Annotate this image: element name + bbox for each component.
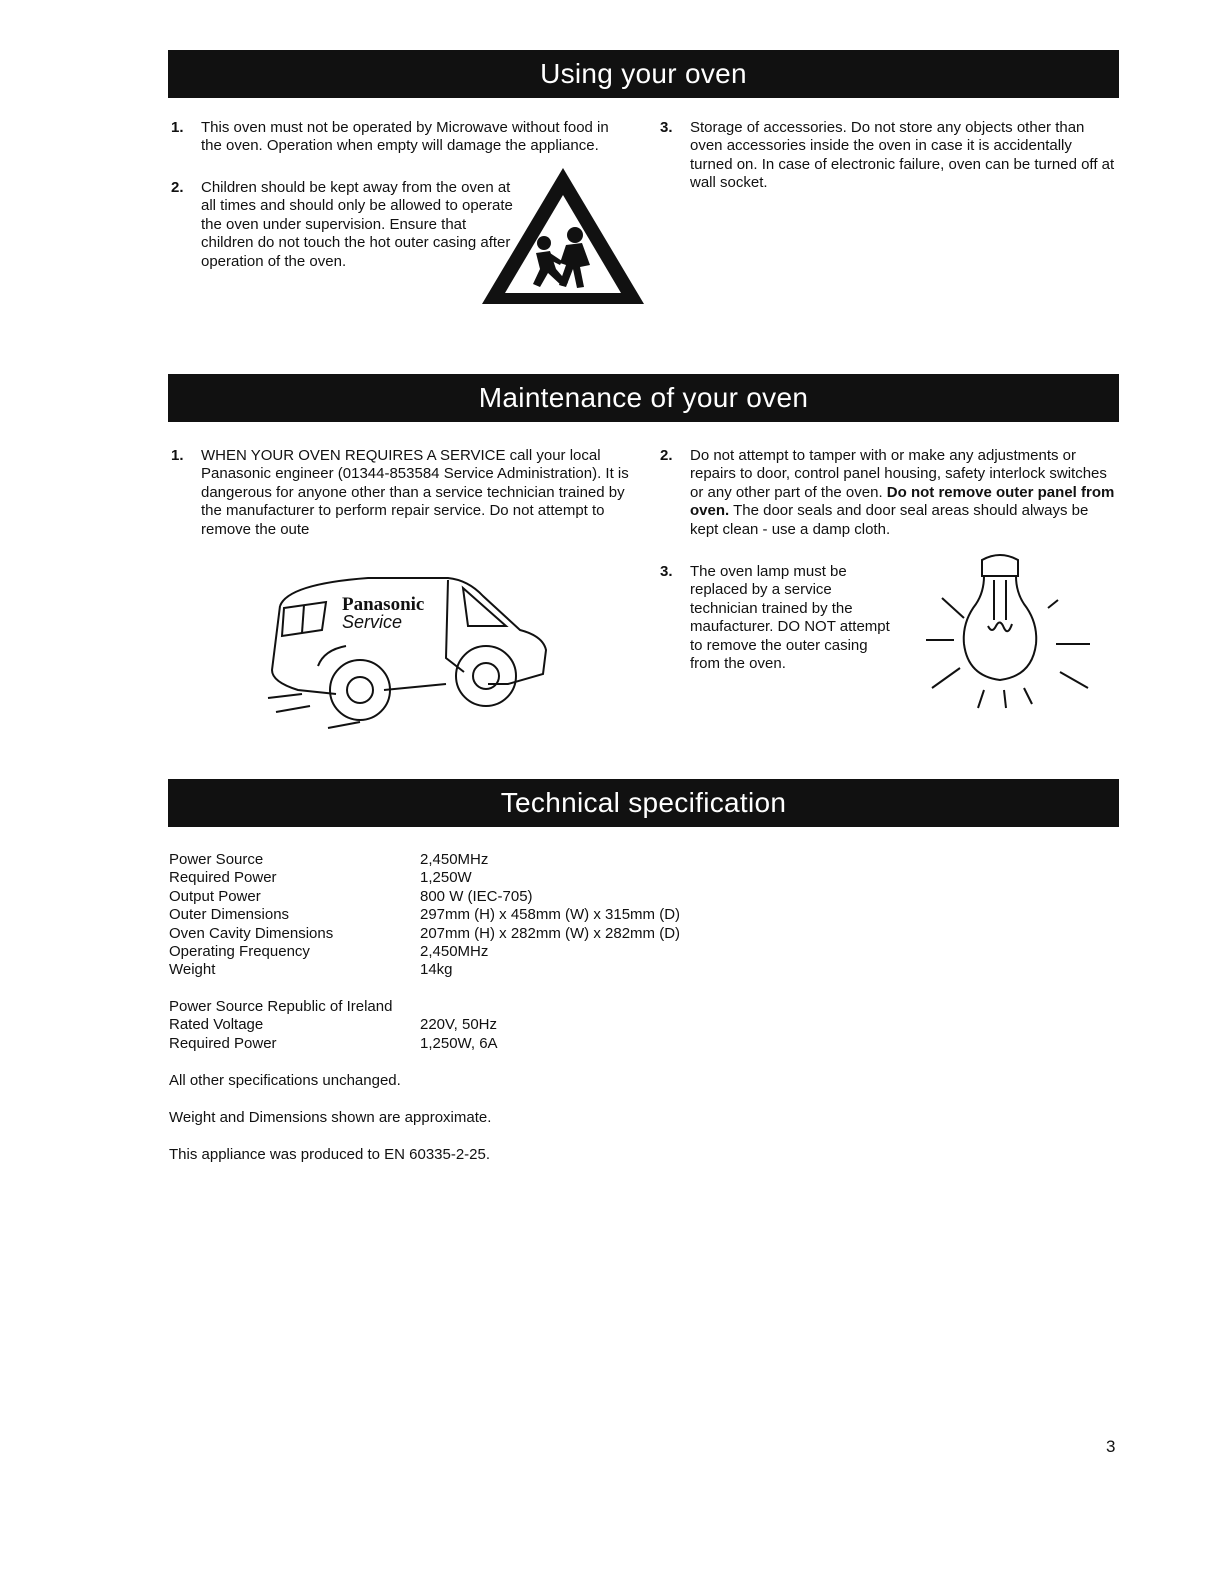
spec-row: Output Power 800 W (IEC-705) bbox=[169, 887, 533, 905]
spec-row: Required Power 1,250W, 6A bbox=[169, 1034, 498, 1052]
section-banner-using bbox=[168, 50, 1119, 98]
spec-table bbox=[169, 851, 680, 980]
section-title-using: Using your oven bbox=[540, 58, 747, 89]
spec-note: All other specifications unchanged. bbox=[169, 1072, 401, 1089]
van-service-text: Service bbox=[342, 612, 403, 632]
spec-row: Operating Frequency 2,450MHz bbox=[169, 943, 489, 961]
children-warning-sign-icon bbox=[478, 165, 648, 307]
maintenance-warning-bold: Do not remove outer panel from oven. bbox=[690, 483, 1115, 520]
spec-row: Weight 14kg bbox=[169, 961, 453, 979]
section-title-maintenance: Maintenance of your oven bbox=[478, 382, 809, 413]
spec-note: Weight and Dimensions shown are approximate. bbox=[169, 1109, 492, 1126]
section-title-tech: Technical specification bbox=[500, 787, 787, 818]
service-van-icon bbox=[258, 566, 568, 736]
van-brand-text: Panasonic bbox=[342, 594, 425, 615]
ireland-spec-table bbox=[169, 998, 498, 1053]
light-bulb-icon bbox=[920, 548, 1096, 718]
spec-row: Oven Cavity Dimensions 207mm (H) x 282mm (W) x 282mm (D) bbox=[169, 924, 681, 942]
page-number: 3 bbox=[1106, 1437, 1116, 1456]
spec-row: Rated Voltage 220V, 50Hz bbox=[169, 1016, 498, 1034]
spec-row: Outer Dimensions 297mm (H) x 458mm (W) x 315mm (D) bbox=[169, 906, 681, 924]
section-banner-maintenance bbox=[168, 374, 1119, 422]
spec-note: This appliance was produced to EN 60335-2-25. bbox=[169, 1146, 491, 1163]
spec-row: Power Source 2,450MHz bbox=[169, 851, 489, 868]
ireland-heading: Power Source Republic of Ireland bbox=[169, 998, 393, 1015]
section-banner-tech bbox=[168, 779, 1119, 827]
spec-row: Required Power 1,250W bbox=[169, 869, 472, 887]
